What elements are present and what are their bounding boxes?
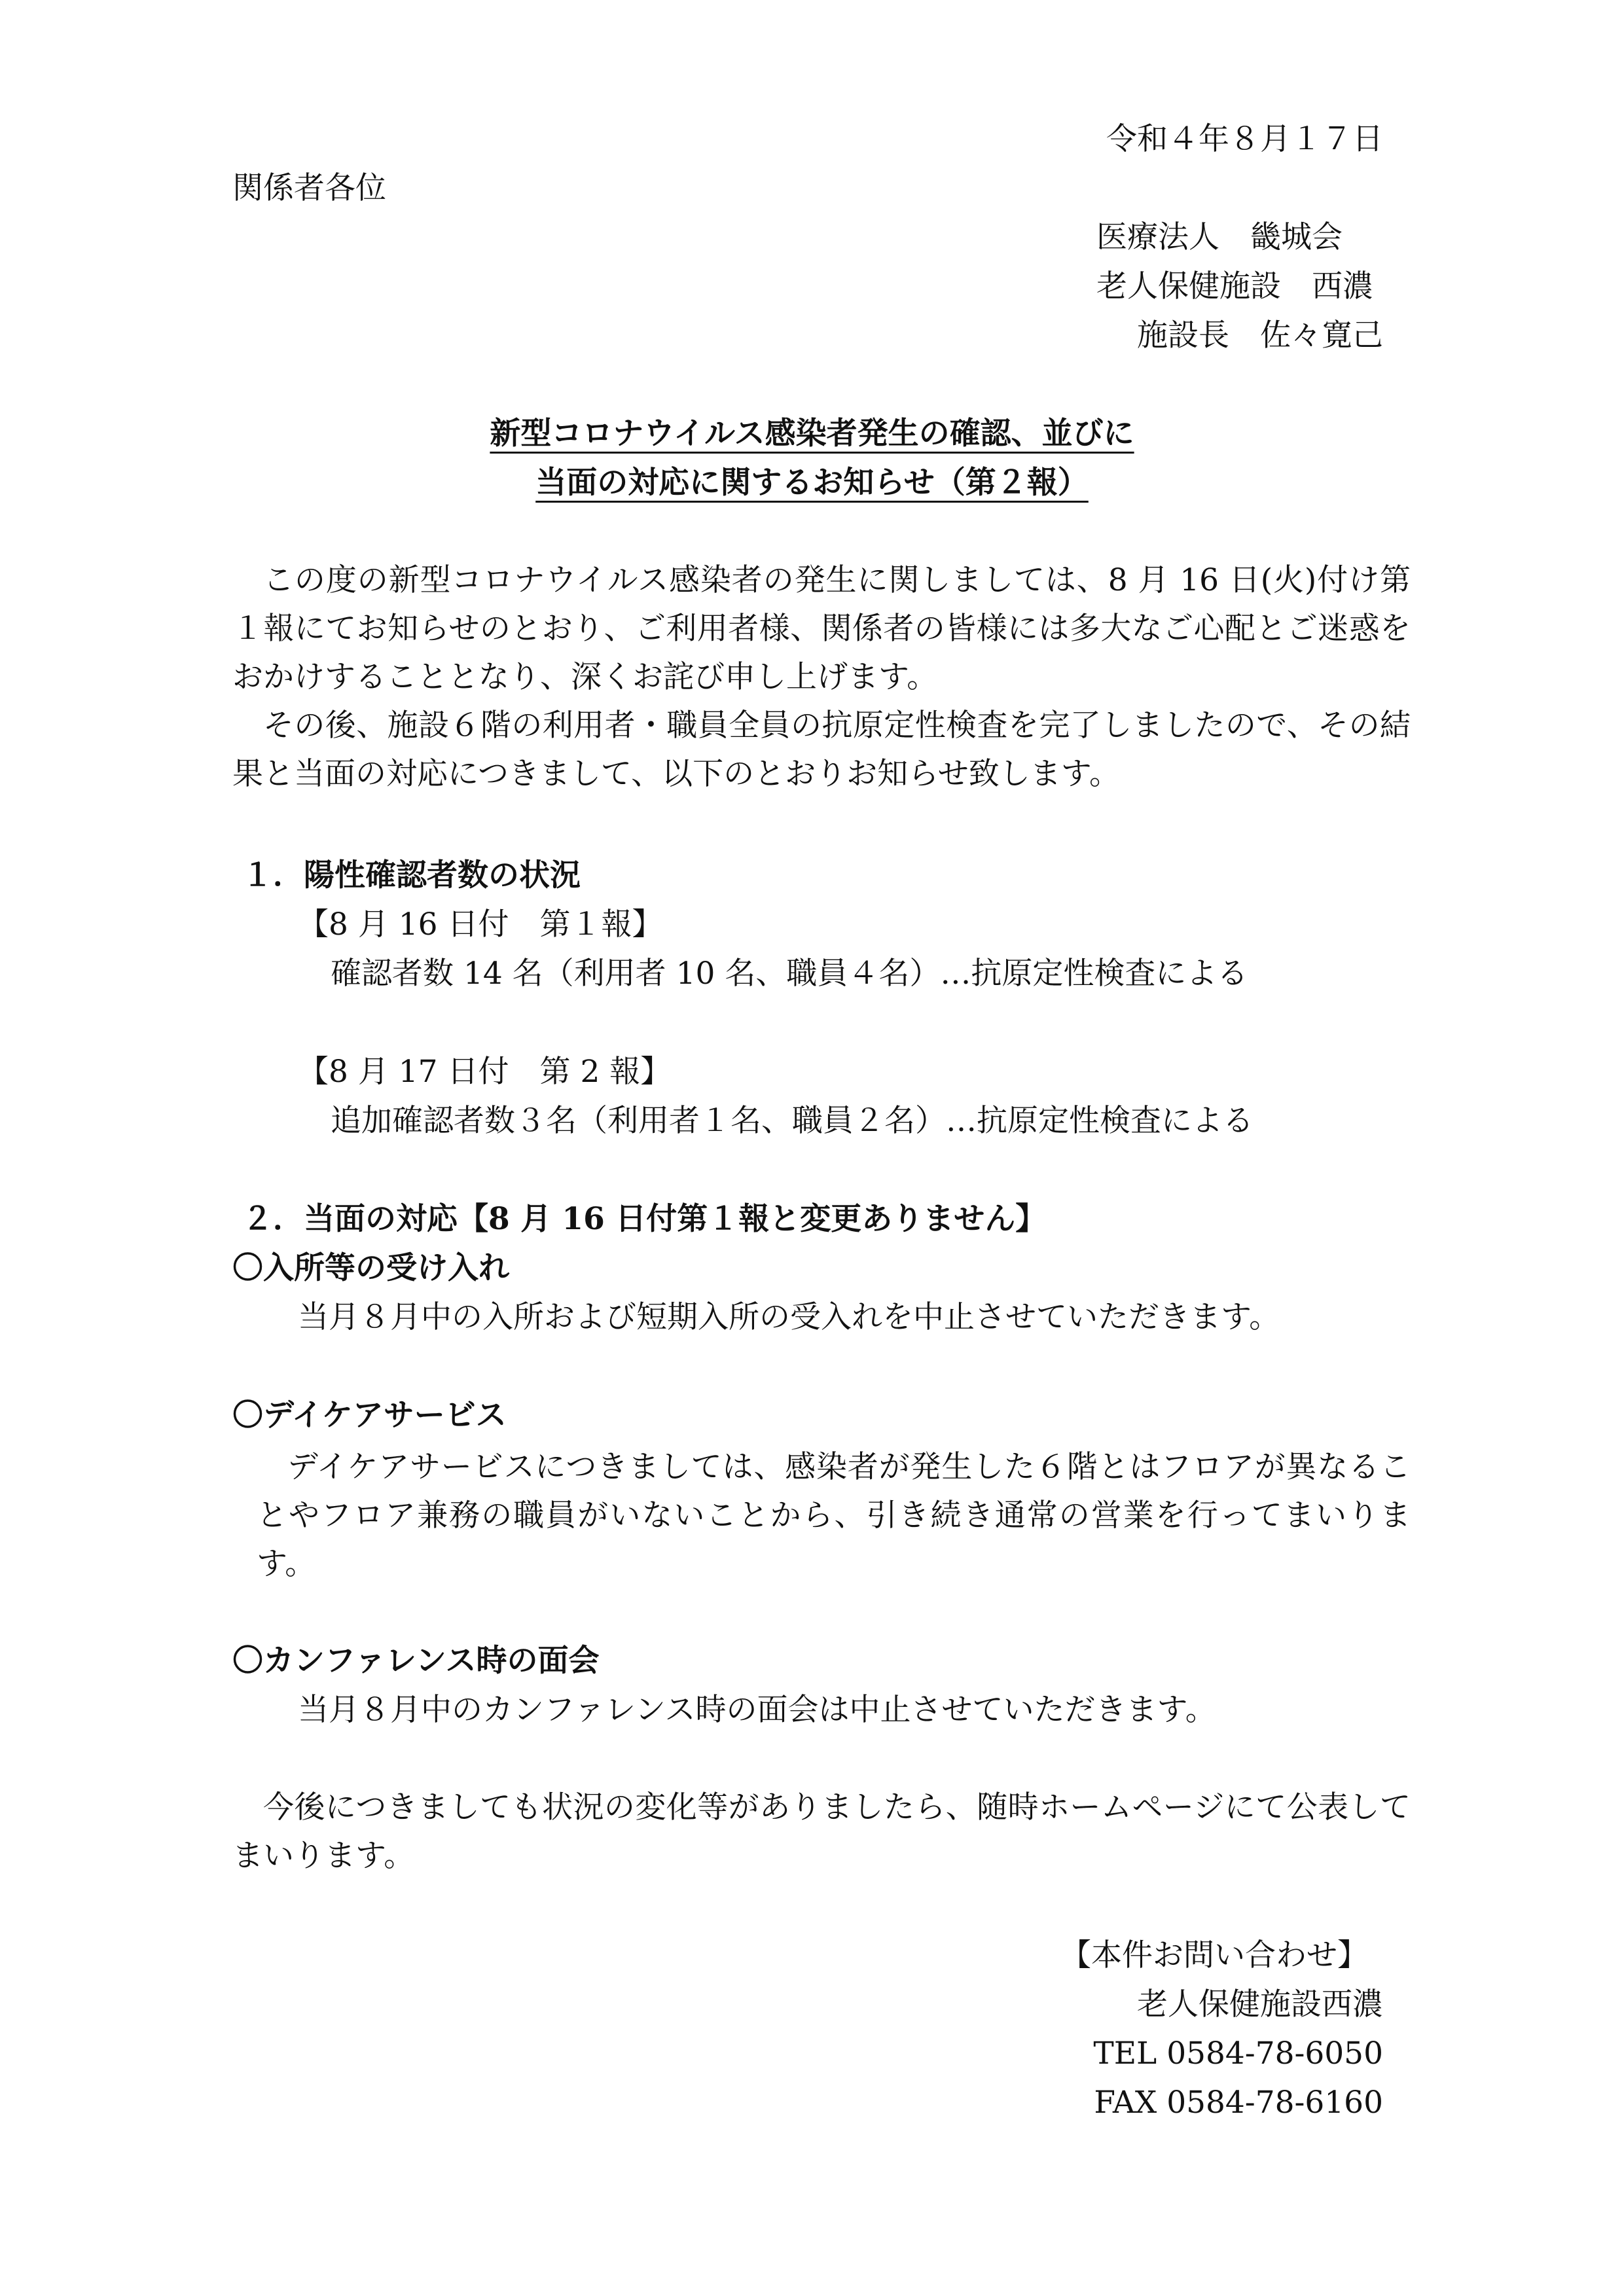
report-1-label: 【8 月 16 日付 第１報】 [298, 906, 663, 942]
title-line-1 [0, 416, 1624, 452]
document-date: 令和４年８月１７日 [1106, 121, 1383, 157]
title-line-2 [0, 465, 1624, 501]
report-1-text: 確認者数 14 名（利用者 10 名、職員４名）…抗原定性検査による [331, 956, 1248, 992]
contact-heading: 【本件お問い合わせ】 [1060, 1937, 1368, 1973]
item-1-text: 当月８月中の入所および短期入所の受入れを中止させていただきます。 [298, 1299, 1280, 1335]
item-3-text: 当月８月中のカンファレンス時の面会は中止させていただきます。 [298, 1692, 1216, 1728]
closing-paragraph: 今後につきましても状況の変化等がありましたら、随時ホームページにて公表してまいります。 [232, 1789, 1411, 1874]
sender-organization: 医療法人 畿城会 [1096, 219, 1343, 255]
intro-paragraph-1: この度の新型コロナウイルス感染者の発生に関しましては、8 月 16 日(火)付け第１報にてお知らせのとおり、ご利用者様、関係者の皆様には多大なご心配とご迷惑をおかけすることとなり、深くお詫び申し上げます。 [232, 562, 1411, 695]
item-2-text: デイケアサービスにつきましては、感染者が発生した６階とはフロアが異なることやフロア兼務の職員がいないことから、引き続き通常の営業を行ってまいります。 [257, 1449, 1411, 1582]
section-2-heading: ２．当面の対応【8 月 16 日付第１報と変更ありません】 [242, 1201, 1047, 1237]
sender-facility: 老人保健施設 西濃 [1096, 268, 1373, 304]
sender-person: 施設長 佐々寛己 [1137, 317, 1383, 353]
contact-facility: 老人保健施設西濃 [1137, 1986, 1383, 2022]
section-1-heading: １．陽性確認者数の状況 [242, 857, 581, 893]
intro-paragraph-2: その後、施設６階の利用者・職員全員の抗原定性検査を完了しましたので、その結果と当面の対応につきまして、以下のとおりお知らせ致します。 [232, 708, 1411, 792]
item-1-heading: 〇入所等の受け入れ [232, 1250, 509, 1286]
item-3-heading: 〇カンファレンス時の面会 [232, 1643, 600, 1679]
title-line-2-text: 当面の対応に関するお知らせ（第２報） [535, 465, 1089, 501]
title-line-1-text: 新型コロナウイルス感染者発生の確認、並びに [490, 416, 1134, 452]
item-2-heading: 〇デイケアサービス [232, 1397, 507, 1433]
report-2-text: 追加確認者数３名（利用者１名、職員２名）…抗原定性検査による [331, 1103, 1254, 1139]
contact-fax: FAX 0584-78-6160 [1094, 2085, 1383, 2121]
addressee: 関係者各位 [232, 170, 386, 206]
report-2-label: 【8 月 17 日付 第 2 報】 [298, 1054, 672, 1090]
contact-tel: TEL 0584-78-6050 [1093, 2036, 1383, 2072]
